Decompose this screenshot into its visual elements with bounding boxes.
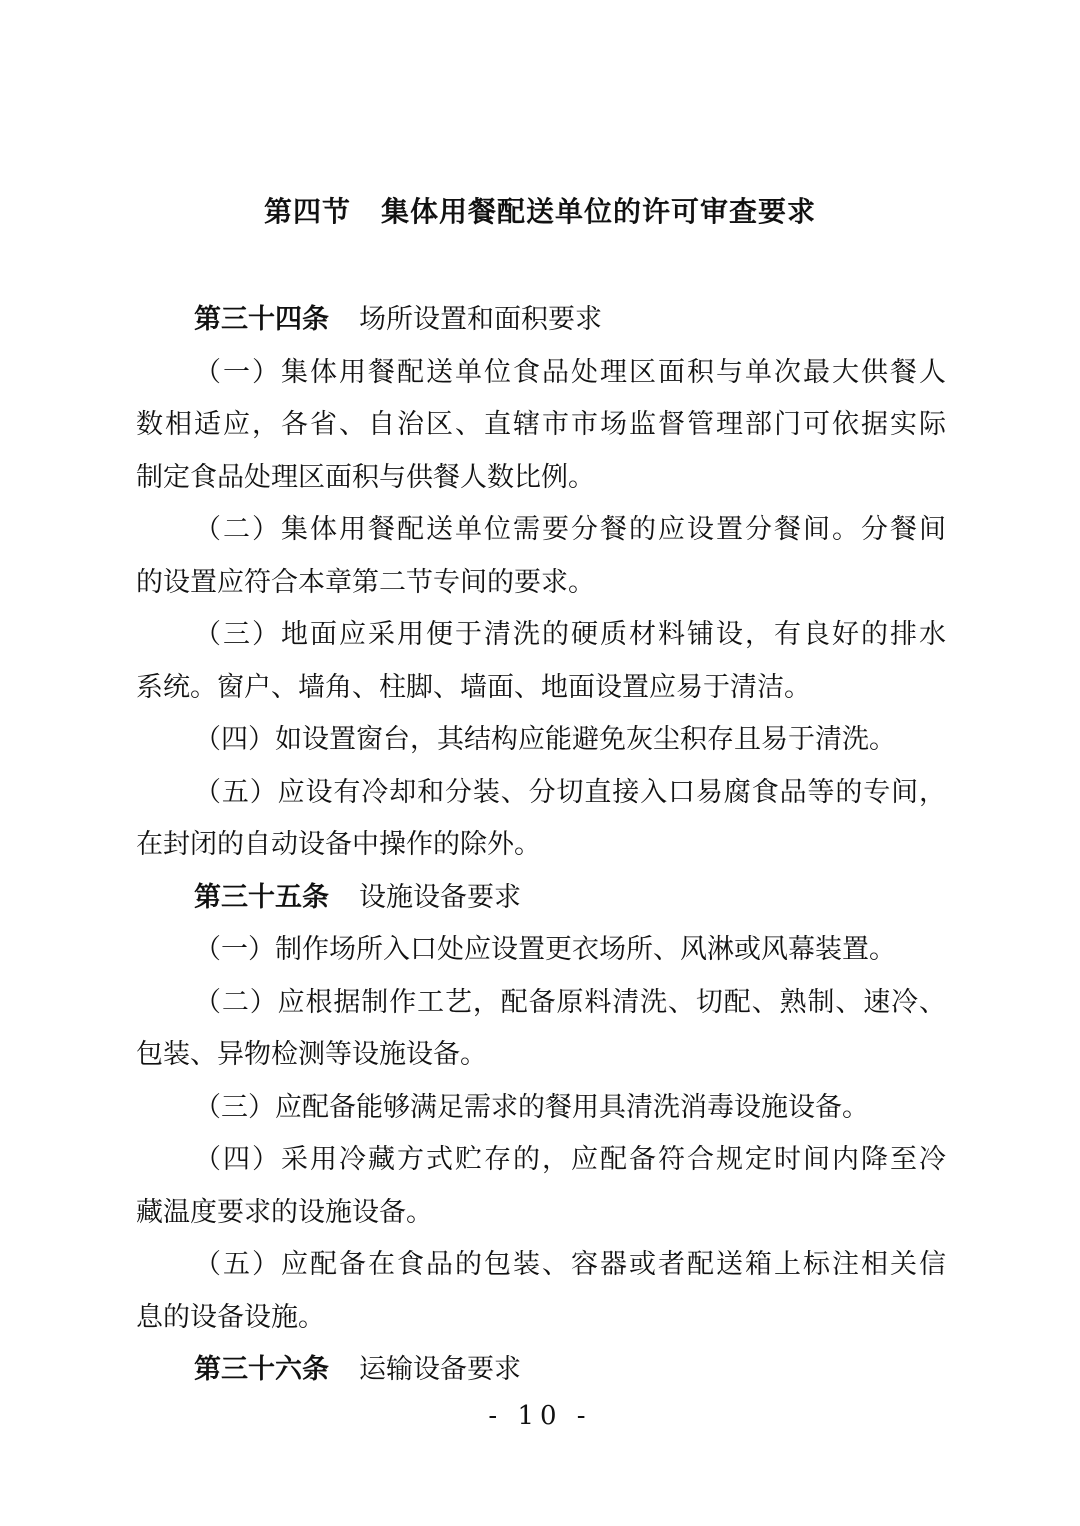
document-body: [136, 294, 946, 1397]
paragraph-line: （三）应配备能够满足需求的餐用具清洗消毒设施设备。: [194, 1091, 869, 1123]
paragraph-line: （一）制作场所入口处应设置更衣场所、风淋或风幕装置。: [194, 934, 896, 965]
article-number: 第三十五条: [194, 881, 329, 913]
paragraph-line: （二）集体用餐配送单位需要分餐的应设置分餐间。分餐间: [194, 514, 946, 545]
paragraph-line: 包装、异物检测等设施设备。: [136, 1039, 487, 1070]
paragraph-line: 数相适应，各省、自治区、直辖市市场监督管理部门可依据实际: [136, 409, 946, 440]
article-number: 第三十四条: [194, 304, 329, 335]
section-title: [0, 190, 1080, 234]
section-heading: 集体用餐配送单位的许可审查要求: [381, 195, 817, 228]
paragraph-line: 藏温度要求的设施设备。: [136, 1196, 433, 1228]
article-number: 第三十六条: [194, 1354, 329, 1385]
paragraph-line: 息的设备设施。: [136, 1301, 325, 1333]
paragraph-line: （四）采用冷藏方式贮存的，应配备符合规定时间内降至冷: [194, 1144, 946, 1175]
paragraph-line: 系统。窗户、墙角、柱脚、墙面、地面设置应易于清洁。: [136, 671, 811, 703]
article-title: 设施设备要求: [359, 881, 521, 913]
page-number: - 10 -: [488, 1401, 592, 1431]
paragraph-line: （一）集体用餐配送单位食品处理区面积与单次最大供餐人: [194, 356, 946, 388]
paragraph-line: （二）应根据制作工艺，配备原料清洗、切配、熟制、速冷、: [194, 986, 946, 1018]
article-heading: [136, 1344, 946, 1397]
article-heading: [136, 294, 946, 347]
paragraph-line: （四）如设置窗台，其结构应能避免灰尘积存且易于清洗。: [194, 724, 896, 755]
paragraph-line: 的设置应符合本章第二节专间的要求。: [136, 566, 595, 598]
paragraph-line: （三）地面应采用便于清洗的硬质材料铺设，有良好的排水: [194, 619, 946, 650]
paragraph-line: （五）应设有冷却和分装、分切直接入口易腐食品等的专间，: [194, 776, 946, 808]
section-number: 第四节: [263, 195, 351, 228]
article-title: 运输设备要求: [359, 1354, 521, 1385]
paragraph-line: 在封闭的自动设备中操作的除外。: [136, 829, 541, 860]
paragraph-line: 制定食品处理区面积与供餐人数比例。: [136, 461, 595, 493]
article-title: 场所设置和面积要求: [359, 304, 602, 335]
paragraph-line: （五）应配备在食品的包装、容器或者配送箱上标注相关信: [194, 1249, 946, 1280]
article-heading: [136, 872, 946, 925]
